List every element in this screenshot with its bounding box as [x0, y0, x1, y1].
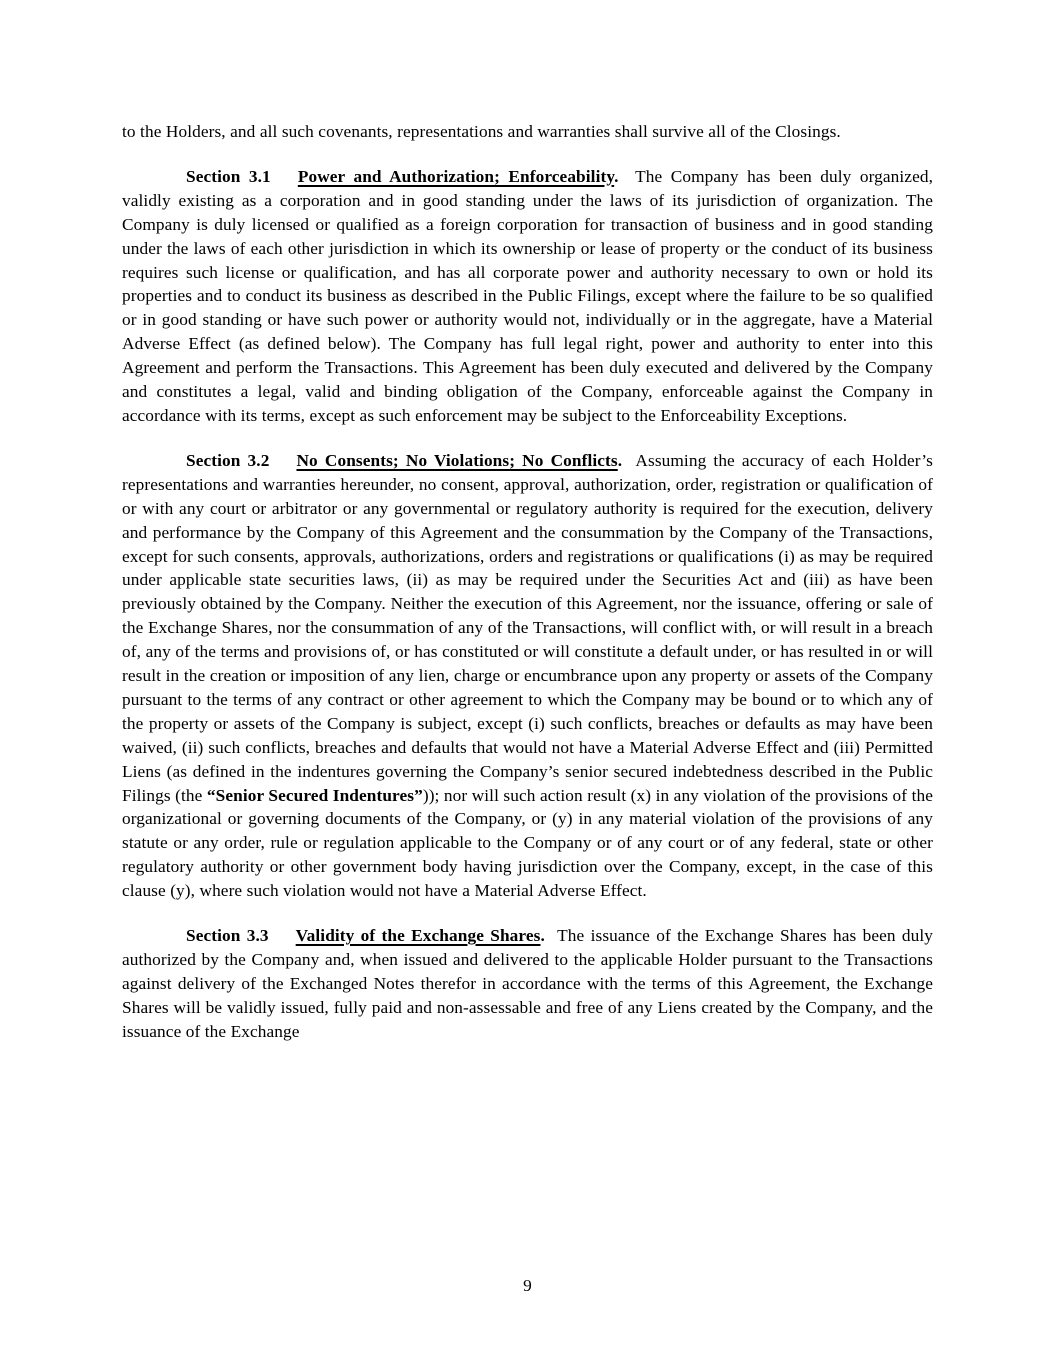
paragraph-continuation [122, 120, 933, 144]
document-body [122, 120, 933, 1065]
section-title-period: . [614, 166, 619, 186]
body-text: The issuance of the Exchange Shares has been duly authorized by the Company and, when issued and delivered to the applicable Holder pursuant to the Transactions against delivery of the Exchanged Notes therefor in accordance with the terms of this Agreement, the Exchange Shares will be validly issued, fully paid and non-assessable and free of any Liens created by the Company, and the issuance of the Exchange [122, 926, 934, 1041]
section-title: No Consents; No Violations; No Conflicts [296, 450, 618, 470]
section-number: Section 3.3 [186, 926, 269, 946]
section-title-period: . [540, 926, 545, 946]
page-number: 9 [523, 1276, 532, 1295]
section-3-3-paragraph [122, 924, 933, 1044]
body-text: )); nor will such action result (x) in any violation of the provisions of the organizational or governing documents of the Company, or (y) in any material violation of the provisions of any statute or any order, rule or regulation applicable to the Company or of any court or of any federal, state or other regulatory authority or other government body having jurisdiction over the Company, except, in the case of this clause (y), where such violation would not have a Material Adverse Effect. [122, 785, 933, 901]
section-number: Section 3.2 [186, 450, 270, 470]
body-text: The Company has been duly organized, validly existing as a corporation and in good standing under the laws of its jurisdiction of organization. The Company is duly licensed or qualified as a foreign corporation for transaction of business and in good standing under the laws of each other jurisdiction in which its ownership or lease of property or the conduct of its business requires such license or qualification, and has all corporate power and authority necessary to own or hold its properties and to conduct its business as described in the Public Filings, except where the failure to be so qualified or in good standing or have such power or authority would not, individually or in the aggregate, have a Material Adverse Effect (as defined below). The Company has full legal right, power and authority to enter into this Agreement and perform the Transactions. This Agreement has been duly executed and delivered by the Company and constitutes a legal, valid and binding obligation of the Company, enforceable against the Company in accordance with its terms, except as such enforcement may be subject to the Enforceability Exceptions. [122, 166, 934, 425]
section-3-2-paragraph [122, 449, 933, 903]
body-text: to the Holders, and all such covenants, representations and warranties shall survive all of the Closings. [122, 122, 841, 141]
section-number: Section 3.1 [186, 166, 271, 186]
body-text: Assuming the accuracy of each Holder’s representations and warranties hereunder, no consent, approval, authorization, order, registration or qualification of or with any court or arbitrator or any governmental or regulatory authority is required for the execution, delivery and performance by the Company of this Agreement and the consummation by the Company of the Transactions, except for such consents, approvals, authorizations, orders and registrations or qualifications (i) as may be required under applicable state securities laws, (ii) as may be required under the Securities Act and (iii) as have been previously obtained by the Company. Neither the execution of this Agreement, nor the issuance, offering or sale of the Exchange Shares, nor the consummation of any of the Transactions, will conflict with, or will result in a breach of, any of the terms and provisions of, or has constituted or will constitute a default under, or has resulted in or will result in the creation or imposition of any lien, charge or encumbrance upon any property or assets of the Company pursuant to the terms of any contract or other agreement to which the Company may be bound or to which any of the property or assets of the Company is subject, except (i) such conflicts, breaches or defaults as may have been waived, (ii) such conflicts, breaches and defaults that would not have a Material Adverse Effect and (iii) Permitted Liens (as defined in the indentures governing the Company’s senior secured indebtedness described in the Public Filings (the [122, 450, 934, 805]
defined-term: “Senior Secured Indentures” [206, 785, 423, 805]
section-3-1-paragraph [122, 165, 933, 428]
section-title: Validity of the Exchange Shares [295, 926, 541, 946]
section-title: Power and Authorization; Enforceability [297, 166, 615, 186]
section-title-period: . [617, 450, 623, 470]
